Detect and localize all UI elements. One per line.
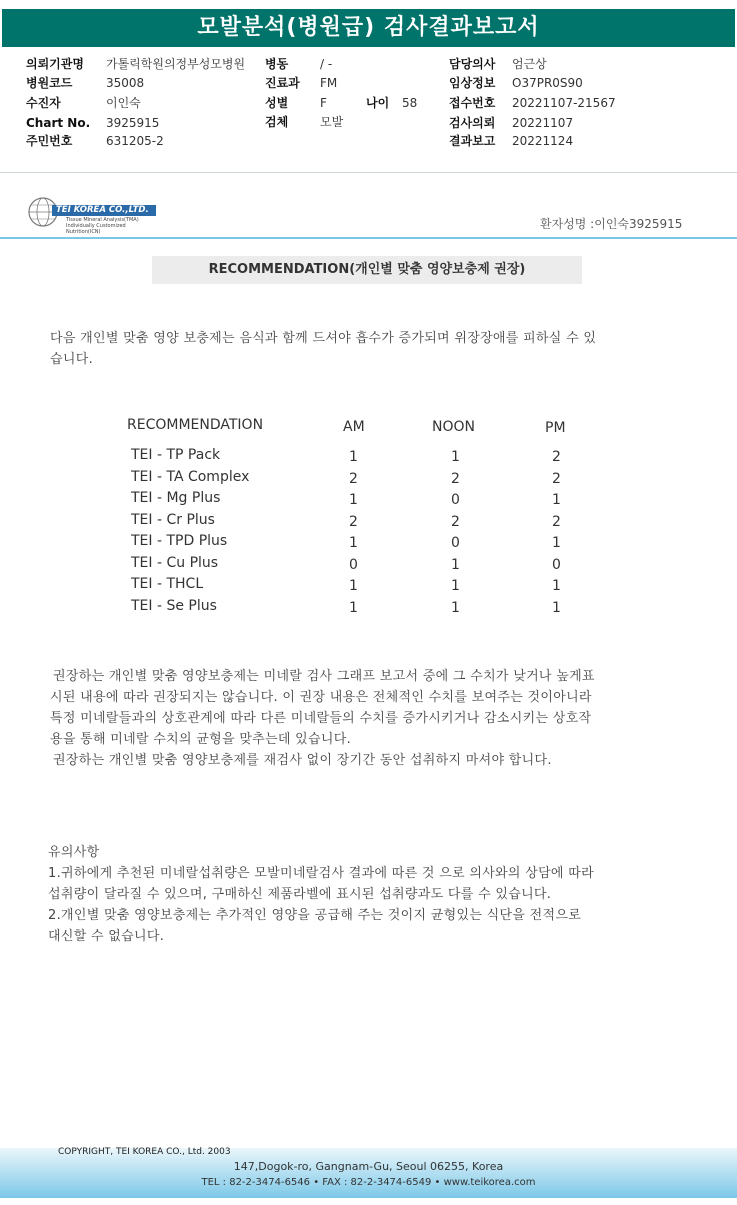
row-product-name: TEI - Se Plus	[131, 597, 217, 614]
doctor-value: 엄근상	[512, 57, 547, 71]
row-noon-value: 2	[451, 470, 460, 487]
resident-no-value: 631205-2	[106, 134, 164, 148]
row-am-value: 0	[349, 556, 358, 573]
department-label: 진료과	[265, 76, 300, 90]
col-header-noon: NOON	[432, 419, 475, 435]
tei-logo	[28, 196, 158, 235]
intro-line: 습니다.	[50, 352, 94, 367]
logo-brand: TEI KOREA CO.,LTD.	[56, 205, 149, 215]
notice-line: 권장하는 개인별 맞춤 영양보충제를 재검사 없이 장기간 동안 섭취하지 마셔야 합니다.	[53, 753, 552, 768]
patient-label: 수진자	[26, 96, 61, 110]
institution-value: 가톨릭학원의정부성모병원	[106, 57, 246, 71]
report-title: 모발분석(병원급) 검사결과보고서	[2, 9, 735, 47]
department-value: FM	[320, 76, 338, 90]
row-am-value: 1	[349, 492, 358, 508]
chart-no-value: 3925915	[106, 116, 160, 130]
row-am-value: 1	[349, 599, 358, 616]
logo-line1: Tissue Mineral Analysis(TMA)	[66, 217, 139, 223]
row-noon-value: 1	[451, 449, 460, 465]
footer-address: 147,Dogok-ro, Gangnam-Gu, Seoul 06255, Korea	[233, 1160, 504, 1173]
row-product-name: TEI - TPD Plus	[131, 533, 228, 549]
row-product-name: TEI - Mg Plus	[131, 490, 221, 506]
clinical-info-label: 임상정보	[449, 76, 496, 90]
receipt-no-label: 접수번호	[449, 96, 496, 110]
notes-line: 대신할 수 없습니다.	[48, 929, 165, 944]
institution-label: 의뢰기관명	[26, 57, 84, 71]
intro-line: 다음 개인별 맞춤 영양 보충제는 음식과 함께 드셔야 흡수가 증가되며 위장장애를 피하실 수 있	[50, 331, 597, 346]
chart-no-label: Chart No.	[26, 116, 91, 130]
notes-title: 유의사항	[48, 845, 100, 860]
hospital-code-label: 병원코드	[26, 76, 73, 90]
row-pm-value: 1	[552, 578, 561, 594]
patient-value: 이인숙	[106, 96, 141, 110]
row-noon-value: 1	[451, 599, 460, 616]
row-noon-value: 0	[451, 492, 460, 508]
ward-value: / -	[320, 57, 333, 71]
row-pm-value: 2	[552, 449, 561, 465]
col-header-recommendation: RECOMMENDATION	[127, 417, 264, 433]
request-date-label: 검사의뢰	[449, 116, 496, 130]
notice-line: 시된 내용에 따라 권장되지는 않습니다. 이 권장 내용은 전체적인 수치를 보여주는 것이아니라	[50, 690, 592, 705]
row-am-value: 1	[349, 449, 358, 465]
report-date-value: 20221124	[512, 134, 574, 148]
row-noon-value: 1	[451, 556, 460, 573]
resident-no-label: 주민번호	[26, 134, 73, 148]
row-product-name: TEI - THCL	[131, 576, 204, 592]
row-am-value: 1	[349, 578, 358, 594]
receipt-no-value: 20221107-21567	[512, 96, 616, 110]
notes-line: 1.귀하에게 추천된 미네랄섭취량은 모발미네랄검사 결과에 따른 것 으로 의사와의 상담에 따라	[48, 866, 594, 881]
intro-paragraph	[50, 328, 596, 370]
row-pm-value: 1	[552, 599, 561, 616]
row-product-name: TEI - Cr Plus	[131, 511, 215, 528]
notes-line: 섭취량이 달라질 수 있으며, 구매하신 제품라벨에 표시된 섭취량과도 다를 수 있습니다.	[48, 887, 552, 902]
specimen-label: 검체	[265, 115, 289, 129]
row-am-value: 1	[349, 535, 358, 551]
row-product-name: TEI - TA Complex	[131, 468, 250, 485]
section-divider	[0, 172, 737, 173]
clinical-info-value: O37PR0S90	[512, 76, 583, 90]
blue-divider	[0, 237, 737, 239]
row-product-name: TEI - Cu Plus	[131, 554, 219, 571]
col-header-am: AM	[343, 419, 365, 435]
notes-line: 2.개인별 맞춤 영양보충제는 추가적인 영양을 공급해 주는 것이지 균형있는 식단을 전적으로	[48, 908, 582, 923]
specimen-value: 모발	[320, 115, 344, 129]
ward-label: 병동	[265, 57, 289, 71]
row-pm-value: 1	[552, 492, 561, 508]
patient-name-line: 환자성명 :이인숙3925915	[540, 217, 683, 231]
hospital-code-value: 35008	[106, 76, 145, 90]
row-noon-value: 2	[451, 513, 460, 530]
notice-line: 권장하는 개인별 맞춤 영양보충제는 미네랄 검사 그래프 보고서 중에 그 수치가 낮거나 높게표	[53, 669, 595, 684]
row-pm-value: 1	[552, 535, 561, 551]
row-am-value: 2	[349, 470, 358, 487]
request-date-value: 20221107	[512, 116, 574, 130]
row-pm-value: 2	[552, 513, 561, 530]
footer-contact: TEL : 82-2-3474-6546 • FAX : 82-2-3474-6549 • www.teikorea.com	[201, 1177, 536, 1188]
sex-label: 성별	[265, 96, 289, 110]
doctor-label: 담당의사	[449, 57, 496, 71]
row-pm-value: 0	[552, 556, 561, 573]
notice-line: 특정 미네랄들과의 상호관계에 따라 다른 미네랄들의 수치를 증가시키거나 감소시키는 상호작	[50, 711, 592, 726]
row-pm-value: 2	[552, 470, 561, 487]
age-value: 58	[402, 96, 418, 110]
logo-line2: Individually Customized Nutrition(ICN)	[66, 223, 126, 235]
footer-copyright: COPYRIGHT, TEI KOREA CO., Ltd. 2003	[58, 1147, 231, 1157]
notice-line: 용을 통해 미네랄 수치의 균형을 맞추는데 있습니다.	[50, 732, 352, 747]
col-header-pm: PM	[545, 420, 566, 436]
row-noon-value: 1	[451, 578, 460, 594]
row-product-name: TEI - TP Pack	[131, 447, 221, 463]
sex-value: F	[320, 96, 327, 110]
report-date-label: 결과보고	[449, 134, 496, 148]
age-label: 나이	[366, 96, 390, 110]
notice-paragraph	[50, 666, 700, 771]
row-noon-value: 0	[451, 535, 460, 551]
notes-section	[48, 842, 708, 947]
recommendation-heading: RECOMMENDATION(개인별 맞춤 영양보충제 권장)	[152, 256, 582, 284]
row-am-value: 2	[349, 513, 358, 530]
